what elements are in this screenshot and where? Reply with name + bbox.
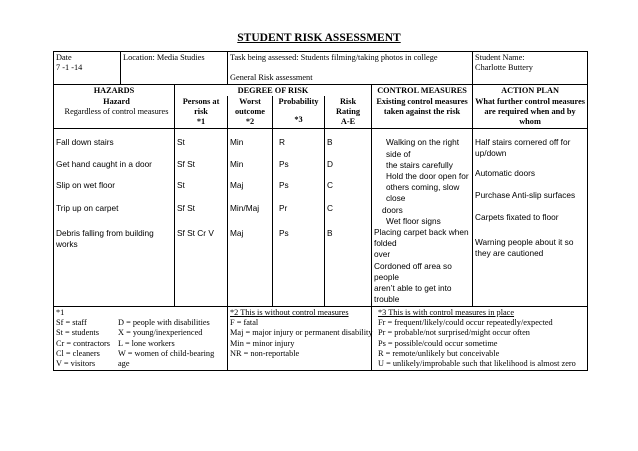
control-line: aren’t able to get into trouble [374,282,452,305]
persons-key [54,307,228,371]
rating-item: C [327,203,334,214]
key-entry: Cl = cleaners [56,348,100,358]
hazard-item: Trip up on carpet [56,203,119,214]
probability-header-text: Probability [278,97,319,107]
risk-rating-list [325,129,372,307]
key-entry: Min = minor injury [230,338,295,348]
worst-header-ref: *2 [245,117,255,127]
probability-header-ref: *3 [294,115,303,125]
location-cell [121,52,228,85]
outcome-key-title: *2 This is without control measures [230,308,349,318]
worst-outcome-list [228,129,273,307]
probability-key [372,307,588,371]
student-cell [473,52,588,85]
worst-item: Min [230,159,244,170]
probability-header [273,96,325,129]
control-line: Wet floor signs [386,215,441,226]
probability-item: Ps [279,180,289,191]
hazards-heading: HAZARDS [54,85,175,97]
action-plan-list [473,129,588,307]
worst-item: Min [230,137,244,148]
worst-header-text: Worst outcome [235,97,265,117]
persons-item: St [177,180,185,191]
key-entry: D = people with disabilities [118,318,210,328]
key-entry: Maj = major injury or permanent disability [230,328,373,338]
rating-item: D [327,159,334,170]
hazard-list [54,129,175,307]
key-row [54,307,588,371]
probability-list [273,129,325,307]
hazard-item: Fall down stairs [56,137,114,148]
rating-item: B [327,137,333,148]
date-value: 7 -1 -14 [56,63,83,73]
task: Task being assessed: Students filming/taking photos in college [230,53,438,62]
worst-item: Maj [230,180,244,191]
key-entry: Cr = contractors [56,338,110,348]
hazard-body-row [54,129,588,307]
key-entry: Pr = probable/not surprised/might occur often [378,328,530,338]
persons-list [175,129,228,307]
location: Location: Media Studies [123,53,205,62]
persons-at-risk-header [175,96,228,129]
key-entry: L = lone workers [118,338,175,348]
action-item: Automatic doors [475,168,535,179]
hazard-subheader: Regardless of control measures [64,107,169,117]
outcome-key [228,307,372,371]
control-line: doors [382,204,403,215]
control-line: Walking on the right side of [386,137,460,159]
column-header-row [54,96,588,129]
persons-key-table [56,318,225,369]
date-cell [54,52,121,85]
general-risk-label: General Risk assessment [230,72,313,82]
key-entry: X = young/inexperienced [118,328,203,338]
section-row [54,85,588,97]
key-entry: V = visitors [56,358,96,368]
task-cell [228,52,473,85]
action-item: Warning people about it so they are cautioned [475,237,574,258]
control-line: Placing carpet back when folded [374,226,469,249]
control-line: Cordoned off area so people [374,260,452,282]
rating-item: B [327,228,333,239]
risk-rating-header [325,96,372,129]
probability-key-title: *3 This is with control measures in place [378,308,515,318]
key-entry: NR = non-reportable [230,348,300,358]
action-plan-heading: ACTION PLAN [473,85,588,97]
rating-header-text: Risk Rating [336,97,360,117]
probability-item: Ps [279,228,289,239]
key-entry: Fr = frequent/likely/could occur repeatedly/expected [378,318,553,328]
control-line: the stairs carefully [386,159,453,170]
student-label: Student Name: [475,53,525,62]
worst-item: Min/Maj [230,203,260,214]
rating-header-sub: A-E [340,117,356,127]
header-row [54,52,588,85]
existing-control-list [372,129,473,307]
persons-header-text: Persons at risk [182,97,220,117]
hazard-item: Debris falling from building works [56,228,154,249]
hazard-column-header [54,96,169,129]
probability-item: Pr [279,203,288,214]
rating-item: C [327,180,334,191]
worst-item: Maj [230,228,244,239]
further-control-header: What further control measures are required when and by whom [473,96,588,129]
control-line: over [374,249,391,260]
worst-outcome-header [228,96,273,129]
date-label: Date [56,53,72,62]
action-item: Purchase Anti-slip surfaces [475,190,576,201]
persons-item: Sf St [177,159,195,170]
action-item: Carpets fixated to floor [475,212,559,223]
key-entry: R = remote/unlikely but conceivable [378,348,500,358]
action-item: Half stairs cornered off for up/down [475,137,571,158]
student-name: Charlotte Buttery [475,63,533,73]
persons-item: Sf St [177,203,195,214]
persons-item: Sf St Cr V [177,228,214,239]
key-entry: age [118,358,130,368]
risk-assessment-table [53,51,588,371]
hazard-item: Slip on wet floor [56,180,116,191]
key-entry: U = unlikely/improbable such that likelihood is almost zero [378,358,576,368]
probability-item: R [279,137,286,148]
key-entry: Sf = staff [56,318,87,328]
probability-item: Ps [279,159,289,170]
control-measures-heading: CONTROL MEASURES [372,85,473,97]
key-entry: Ps = possible/could occur sometime [378,338,498,348]
control-line: others coming, slow close [386,182,460,204]
document-title: STUDENT RISK ASSESSMENT [237,32,401,44]
persons-item: St [177,137,185,148]
existing-control-header: Existing control measures taken against the risk [372,96,473,129]
persons-key-ref: *1 [56,308,65,318]
hazard-header: Hazard [103,97,130,107]
control-line: Hold the door open for [386,171,469,181]
key-entry: St = students [56,328,99,338]
hazard-item: Get hand caught in a door [56,159,152,170]
degree-of-risk-heading: DEGREE OF RISK [175,85,372,97]
key-entry: F = fatal [230,318,259,328]
key-entry: W = women of child-bearing [118,348,215,358]
persons-header-ref: *1 [196,117,206,127]
